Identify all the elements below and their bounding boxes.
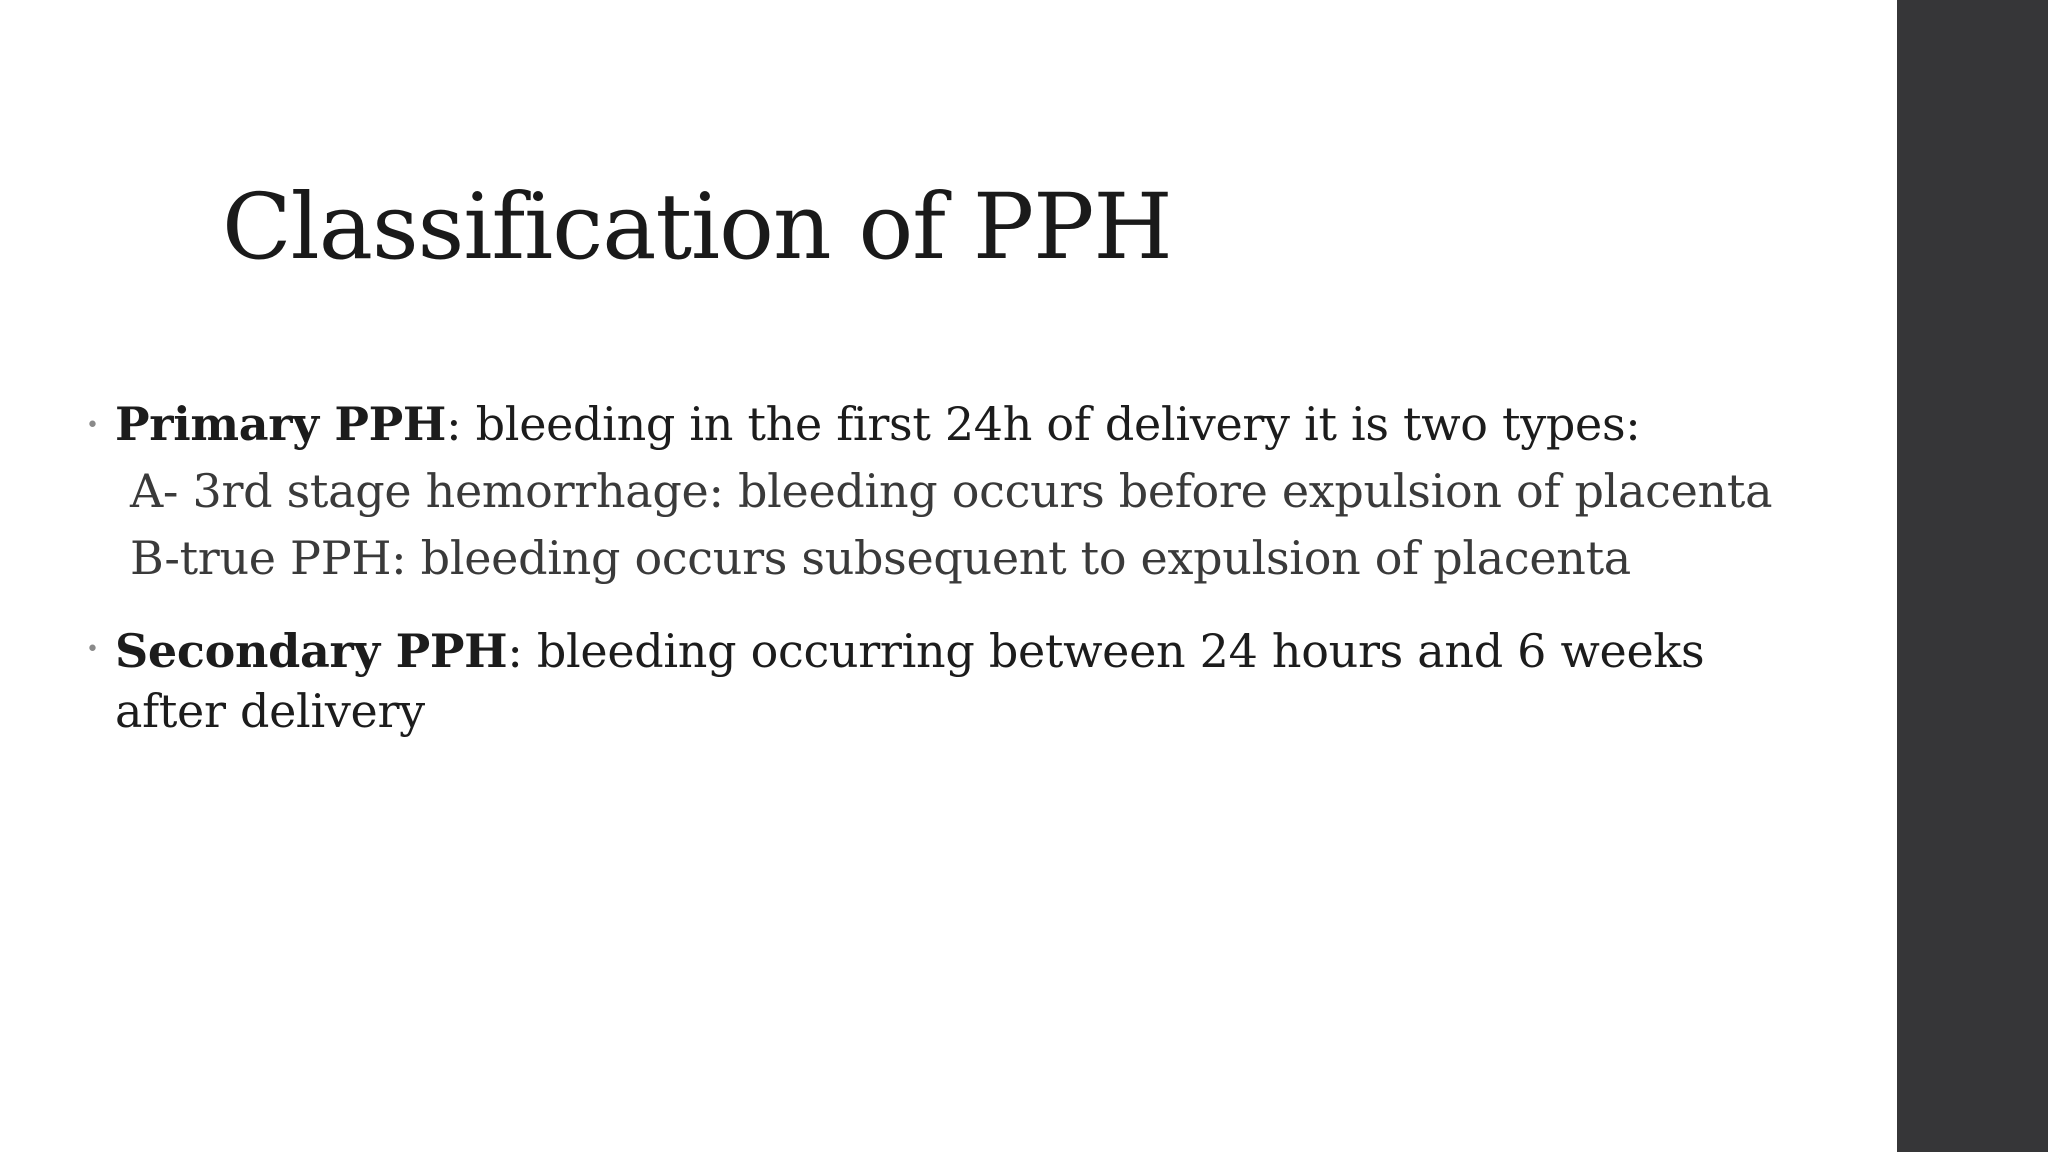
- secondary-pph-term: Secondary PPH: [115, 624, 508, 678]
- primary-pph-text: : bleeding in the first 24h of delivery it is two types:: [446, 397, 1641, 451]
- subitem-third-stage: A- 3rd stage hemorrhage: bleeding occurs before expulsion of placenta: [130, 464, 1773, 518]
- primary-pph-term: Primary PPH: [115, 397, 447, 451]
- secondary-pph-continuation: after delivery: [115, 684, 425, 738]
- slide-title: Classification of PPH: [222, 175, 1172, 280]
- bullet-dot-icon: •: [86, 413, 99, 438]
- list-item-secondary: [115, 621, 1704, 681]
- bullet-dot-icon: •: [86, 637, 99, 662]
- right-sidebar-band: [1897, 0, 2048, 1152]
- subitem-true-pph: B-true PPH: bleeding occurs subsequent to expulsion of placenta: [130, 531, 1631, 585]
- list-item-primary: [115, 394, 1640, 454]
- secondary-pph-text: : bleeding occurring between 24 hours and 6 weeks: [507, 624, 1705, 678]
